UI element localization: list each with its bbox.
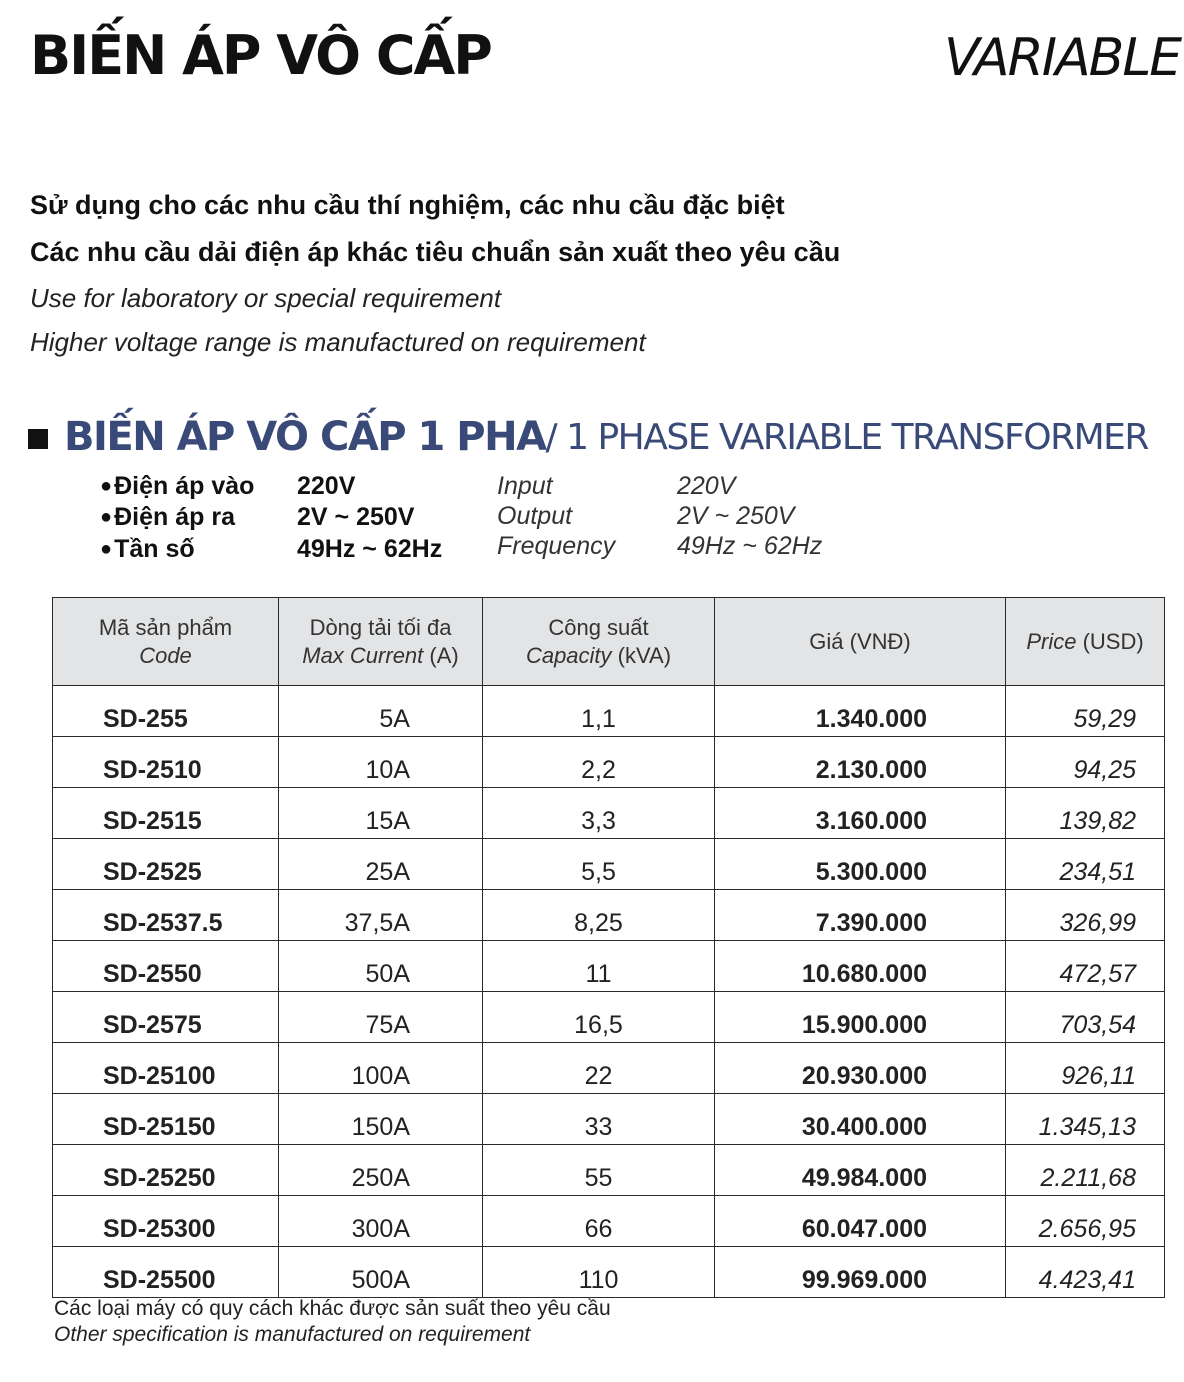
spec-label-vn: ●Điện áp vào	[100, 472, 255, 500]
cell-code: SD-2510	[53, 737, 279, 788]
cell-price-vnd: 49.984.000	[715, 1145, 1006, 1196]
cell-capacity: 2,2	[483, 737, 715, 788]
spec-value-vn: 2V ~ 250V	[297, 503, 415, 531]
cell-capacity: 3,3	[483, 788, 715, 839]
cell-code: SD-25500	[53, 1247, 279, 1298]
bullet-icon: ●	[100, 538, 113, 560]
cell-code: SD-2575	[53, 992, 279, 1043]
cell-code: SD-25250	[53, 1145, 279, 1196]
cell-max-current: 10A	[279, 737, 483, 788]
spec-label-vn: ●Tần số	[100, 535, 195, 563]
cell-price-usd: 4.423,41	[1006, 1247, 1165, 1298]
section-heading	[28, 414, 1148, 460]
table-row	[53, 1094, 1165, 1145]
spec-value-en: 2V ~ 250V	[677, 502, 795, 530]
intro-line-en-1: Use for laboratory or special requirement	[30, 283, 502, 313]
header-capacity: Công suất Capacity (kVA)	[483, 598, 715, 686]
bullet-icon: ●	[100, 475, 113, 497]
header-price-usd: Price (USD)	[1006, 598, 1165, 686]
table-row	[53, 788, 1165, 839]
cell-max-current: 25A	[279, 839, 483, 890]
cell-code: SD-255	[53, 686, 279, 737]
page-title: BIẾN ÁP VÔ CẤP	[30, 24, 491, 87]
cell-code: SD-2515	[53, 788, 279, 839]
cell-capacity: 5,5	[483, 839, 715, 890]
cell-price-usd: 234,51	[1006, 839, 1165, 890]
section-title-vn: BIẾN ÁP VÔ CẤP 1 PHA	[64, 414, 546, 460]
cell-price-vnd: 5.300.000	[715, 839, 1006, 890]
cell-price-vnd: 10.680.000	[715, 941, 1006, 992]
spec-label-en: Output	[497, 502, 573, 530]
cell-capacity: 8,25	[483, 890, 715, 941]
cell-price-vnd: 15.900.000	[715, 992, 1006, 1043]
spec-value-vn: 220V	[297, 472, 356, 500]
table-row	[53, 992, 1165, 1043]
cell-price-vnd: 30.400.000	[715, 1094, 1006, 1145]
cell-max-current: 500A	[279, 1247, 483, 1298]
table-row	[53, 941, 1165, 992]
cell-price-usd: 2.211,68	[1006, 1145, 1165, 1196]
table-row	[53, 737, 1165, 788]
cell-code: SD-2525	[53, 839, 279, 890]
cell-price-usd: 326,99	[1006, 890, 1165, 941]
cell-max-current: 150A	[279, 1094, 483, 1145]
cell-code: SD-25300	[53, 1196, 279, 1247]
intro-line-vn-1: Sử dụng cho các nhu cầu thí nghiệm, các nhu cầu đặc biệt	[30, 190, 785, 220]
table-row	[53, 686, 1165, 737]
cell-capacity: 33	[483, 1094, 715, 1145]
spec-label-en: Input	[497, 472, 553, 500]
cell-price-usd: 2.656,95	[1006, 1196, 1165, 1247]
cell-capacity: 66	[483, 1196, 715, 1247]
table-header-row	[53, 598, 1165, 686]
bullet-icon: ●	[100, 506, 113, 528]
spec-label-vn: ●Điện áp ra	[100, 503, 235, 531]
cell-max-current: 75A	[279, 992, 483, 1043]
cell-price-vnd: 99.969.000	[715, 1247, 1006, 1298]
page-title-english: VARIABLE	[944, 28, 1181, 88]
cell-capacity: 55	[483, 1145, 715, 1196]
spec-value-en: 49Hz ~ 62Hz	[677, 532, 823, 560]
section-title-en: / 1 PHASE VARIABLE TRANSFORMER	[545, 416, 1148, 458]
cell-max-current: 300A	[279, 1196, 483, 1247]
cell-max-current: 15A	[279, 788, 483, 839]
cell-price-usd: 59,29	[1006, 686, 1165, 737]
cell-price-usd: 472,57	[1006, 941, 1165, 992]
cell-capacity: 1,1	[483, 686, 715, 737]
header-code: Mã sản phẩm Code	[53, 598, 279, 686]
table-row	[53, 839, 1165, 890]
footer-note-en: Other specification is manufactured on requirement	[54, 1323, 531, 1346]
intro-line-vn-2: Các nhu cầu dải điện áp khác tiêu chuẩn sản xuất theo yêu cầu	[30, 237, 841, 267]
cell-price-usd: 94,25	[1006, 737, 1165, 788]
cell-max-current: 250A	[279, 1145, 483, 1196]
cell-price-usd: 703,54	[1006, 992, 1165, 1043]
cell-code: SD-2550	[53, 941, 279, 992]
cell-max-current: 5A	[279, 686, 483, 737]
table-row	[53, 890, 1165, 941]
intro-line-en-2: Higher voltage range is manufactured on requirement	[30, 327, 646, 357]
cell-price-vnd: 3.160.000	[715, 788, 1006, 839]
cell-price-vnd: 60.047.000	[715, 1196, 1006, 1247]
cell-max-current: 37,5A	[279, 890, 483, 941]
spec-value-vn: 49Hz ~ 62Hz	[297, 535, 443, 563]
cell-max-current: 100A	[279, 1043, 483, 1094]
cell-capacity: 110	[483, 1247, 715, 1298]
cell-price-vnd: 20.930.000	[715, 1043, 1006, 1094]
table-row	[53, 1196, 1165, 1247]
cell-max-current: 50A	[279, 941, 483, 992]
table-row	[53, 1247, 1165, 1298]
spec-value-en: 220V	[677, 472, 736, 500]
cell-capacity: 22	[483, 1043, 715, 1094]
table-row	[53, 1043, 1165, 1094]
cell-price-vnd: 7.390.000	[715, 890, 1006, 941]
cell-capacity: 11	[483, 941, 715, 992]
cell-price-usd: 1.345,13	[1006, 1094, 1165, 1145]
cell-price-vnd: 1.340.000	[715, 686, 1006, 737]
cell-price-vnd: 2.130.000	[715, 737, 1006, 788]
spec-label-en: Frequency	[497, 532, 616, 560]
cell-capacity: 16,5	[483, 992, 715, 1043]
cell-code: SD-25150	[53, 1094, 279, 1145]
header-max-current: Dòng tải tối đa Max Current (A)	[279, 598, 483, 686]
cell-price-usd: 926,11	[1006, 1043, 1165, 1094]
cell-price-usd: 139,82	[1006, 788, 1165, 839]
cell-code: SD-2537.5	[53, 890, 279, 941]
footer-note-vn: Các loại máy có quy cách khác được sản suất theo yêu cầu	[54, 1297, 611, 1320]
header-price-vnd: Giá (VNĐ)	[715, 598, 1006, 686]
price-table	[52, 597, 1165, 1298]
square-bullet-icon	[28, 429, 48, 449]
table-row	[53, 1145, 1165, 1196]
cell-code: SD-25100	[53, 1043, 279, 1094]
